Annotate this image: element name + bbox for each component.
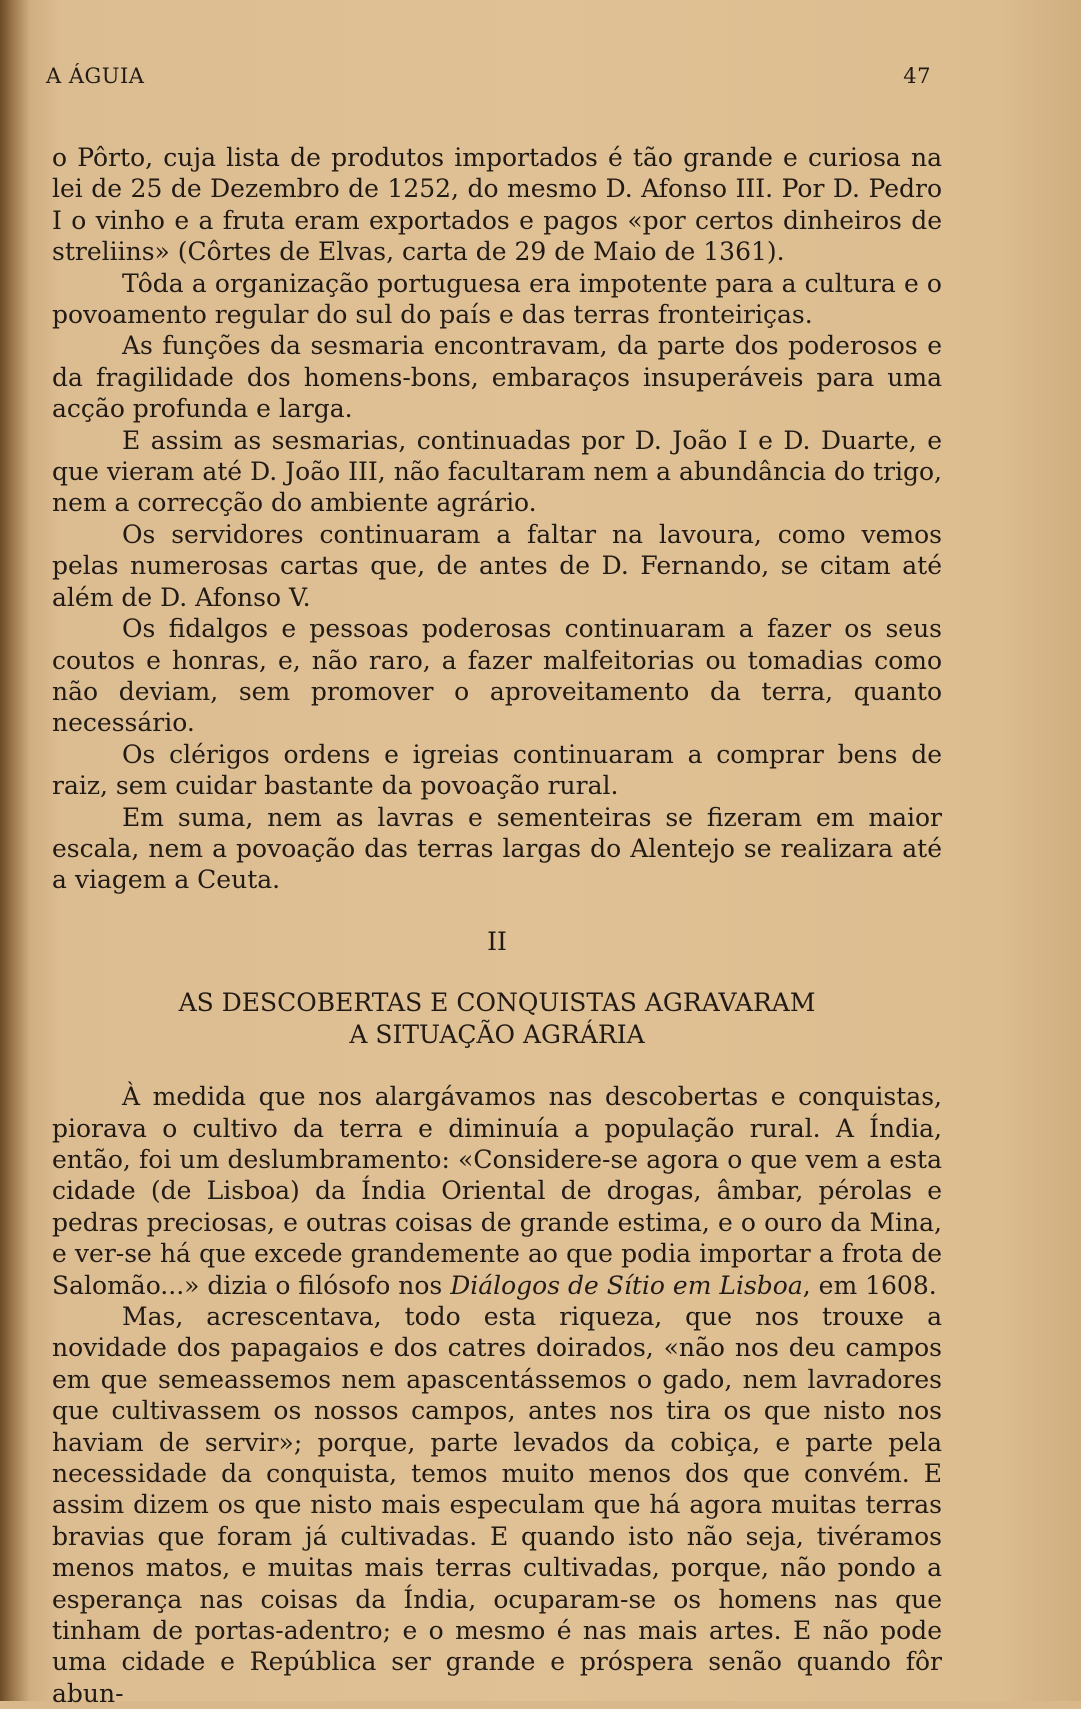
paragraph xyxy=(52,1081,942,1301)
paragraph: Os servidores continuaram a faltar na lavoura, como vemos pelas numerosas cartas que, de antes de D. Fernando, se citam até além de D. Afonso V. xyxy=(52,519,942,612)
paragraph-text: À medida que nos alargávamos nas descobertas e conquistas, piorava o cultivo da terra e diminuía a população rural. A Índia, então, foi um deslumbramento: «Considere-se agora o que vem a esta cidade (de Lisboa) da Índia Oriental de drogas, âmbar, pérolas e pedras preciosas, e outras coisas de grande estima, e o ouro da Mina, e ver-se há que excede grandemente ao que podia importar a frota de Salomão...» dizia o filósofo nos xyxy=(52,1082,942,1300)
section-title-line: A SITUAÇÃO AGRÁRIA xyxy=(349,1020,645,1050)
page-header xyxy=(46,64,931,88)
paragraph-text: , em 1608. xyxy=(802,1270,937,1300)
section-title-line: AS DESCOBERTAS E CONQUISTAS AGRAVARAM xyxy=(178,988,816,1018)
paragraph: Mas, acrescentava, todo esta riqueza, que nos trouxe a novidade dos papagaios e dos catres doirados, «não nos deu campos em que semeassemos nem apascentássemos o gado, nem lavradores que cultivassem os nossos campos, antes nos tira os que nisto nos haviam de servir»; porque, parte levados da cobiça, e parte pela necessidade da conquista, temos muito menos dos que convém. E assim dizem os que nisto mais especulam que há agora muitas terras bravias que foram já cultivadas. E quando isto não seja, tivéramos menos matos, e muitas mais terras cultivadas, porque, não pondo a esperança nas coisas da Índia, ocuparam-se os homens nas que tinham de portas-adentro; e o mesmo é nas mais artes. E não pode uma cidade e República ser grande e próspera senão quando fôr abun- xyxy=(52,1302,942,1708)
paragraph: Tôda a organização portuguesa era impotente para a cultura e o povoamento regular do sul do país e das terras fronteiriças. xyxy=(52,268,942,330)
paragraph: As funções da sesmaria encontravam, da parte dos poderosos e da fragilidade dos homens-bons, embaraços insuperáveis para uma acção profunda e larga. xyxy=(52,331,942,424)
paragraph: Os clérigos ordens e igreias continuaram a comprar bens de raiz, sem cuidar bastante da povoação rural. xyxy=(52,739,942,801)
page-number: 47 xyxy=(903,64,931,88)
running-title: A ÁGUIA xyxy=(46,64,145,88)
paragraph: o Pôrto, cuja lista de produtos importados é tão grande e curiosa na lei de 25 de Dezembro de 1252, do mesmo D. Afonso III. Por D. Pedro I o vinho e a fruta eram exportados e pagos «por certos dinheiros de streliins» (Côrtes de Elvas, carta de 29 de Maio de 1361). xyxy=(52,143,942,267)
paragraph: Os fidalgos e pessoas poderosas continuaram a fazer os seus coutos e honras, e, não raro, a fazer malfeitorias ou tomadias como não deviam, sem promover o aproveitamento da terra, quanto necessário. xyxy=(52,614,942,738)
paragraph: Em suma, nem as lavras e sementeiras se fizeram em maior escala, nem a povoação das terras largas do Alentejo se realizara até a viagem a Ceuta. xyxy=(52,802,942,895)
section-number: II xyxy=(487,926,507,956)
book-title-italic: Diálogos de Sítio em Lisboa xyxy=(450,1270,803,1300)
section-title xyxy=(52,987,942,1051)
paragraph: E assim as sesmarias, continuadas por D. João I e D. Duarte, e que vieram até D. João III, não facultaram nem a abundância do trigo, nem a correcção do ambiente agrário. xyxy=(52,425,942,518)
body-text xyxy=(52,142,942,1709)
